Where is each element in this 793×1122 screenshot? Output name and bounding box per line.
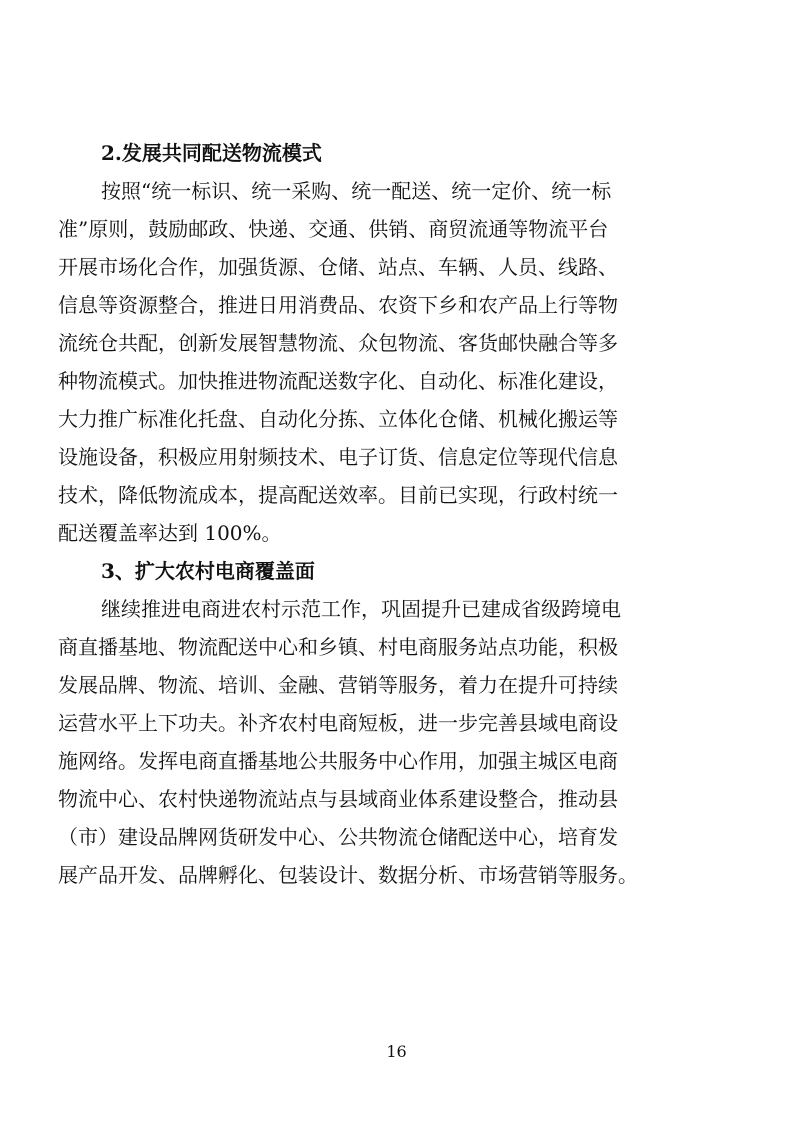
- paragraph-line: 设施设备，积极应用射频技术、电子订货、信息定位等现代信息: [58, 445, 618, 469]
- section-2: [58, 134, 748, 552]
- paragraph-line: （市）建设品牌网货研发中心、公共物流仓储配送中心，培育发: [58, 825, 618, 849]
- paragraph-line: 大力推广标准化托盘、自动化分拣、立体化仓储、机械化搬运等: [58, 407, 618, 431]
- paragraph-line: 商直播基地、物流配送中心和乡镇、村电商服务站点功能，积极: [58, 635, 618, 659]
- paragraph-line: 准”原则，鼓励邮政、快递、交通、供销、商贸流通等物流平台: [58, 217, 609, 241]
- paragraph-line: 发展品牌、物流、培训、金融、营销等服务，着力在提升可持续: [58, 673, 618, 697]
- paragraph-line: 展产品开发、品牌孵化、包装设计、数据分析、市场营销等服务。: [58, 863, 638, 887]
- paragraph-line: 技术，降低物流成本，提高配送效率。目前已实现，行政村统一: [58, 483, 618, 507]
- document-body: [58, 134, 748, 894]
- paragraph-line: 种物流模式。加快推进物流配送数字化、自动化、标准化建设，: [58, 369, 618, 393]
- paragraph-line: 施网络。发挥电商直播基地公共服务中心作用，加强主城区电商: [58, 749, 618, 773]
- page-number: 16: [386, 1042, 407, 1061]
- paragraph-line: 按照“统一标识、统一采购、统一配送、统一定价、统一标: [101, 179, 612, 203]
- paragraph-line: 继续推进电商进农村示范工作，巩固提升已建成省级跨境电: [101, 597, 621, 621]
- paragraph-line: 物流中心、农村快递物流站点与县域商业体系建设整合，推动县: [58, 787, 618, 811]
- section-heading: 3、扩大农村电商覆盖面: [101, 559, 315, 583]
- section-heading: 2.发展共同配送物流模式: [101, 141, 322, 165]
- paragraph-line: 开展市场化合作，加强货源、仓储、站点、车辆、人员、线路、: [58, 255, 618, 279]
- paragraph-line: 信息等资源整合，推进日用消费品、农资下乡和农产品上行等物: [58, 293, 618, 317]
- paragraph-line: 运营水平上下功夫。补齐农村电商短板，进一步完善县域电商设: [58, 711, 618, 735]
- paragraph-line: 配送覆盖率达到 100%。: [58, 521, 282, 545]
- section-3: [58, 552, 748, 894]
- paragraph-line: 流统仓共配，创新发展智慧物流、众包物流、客货邮快融合等多: [58, 331, 618, 355]
